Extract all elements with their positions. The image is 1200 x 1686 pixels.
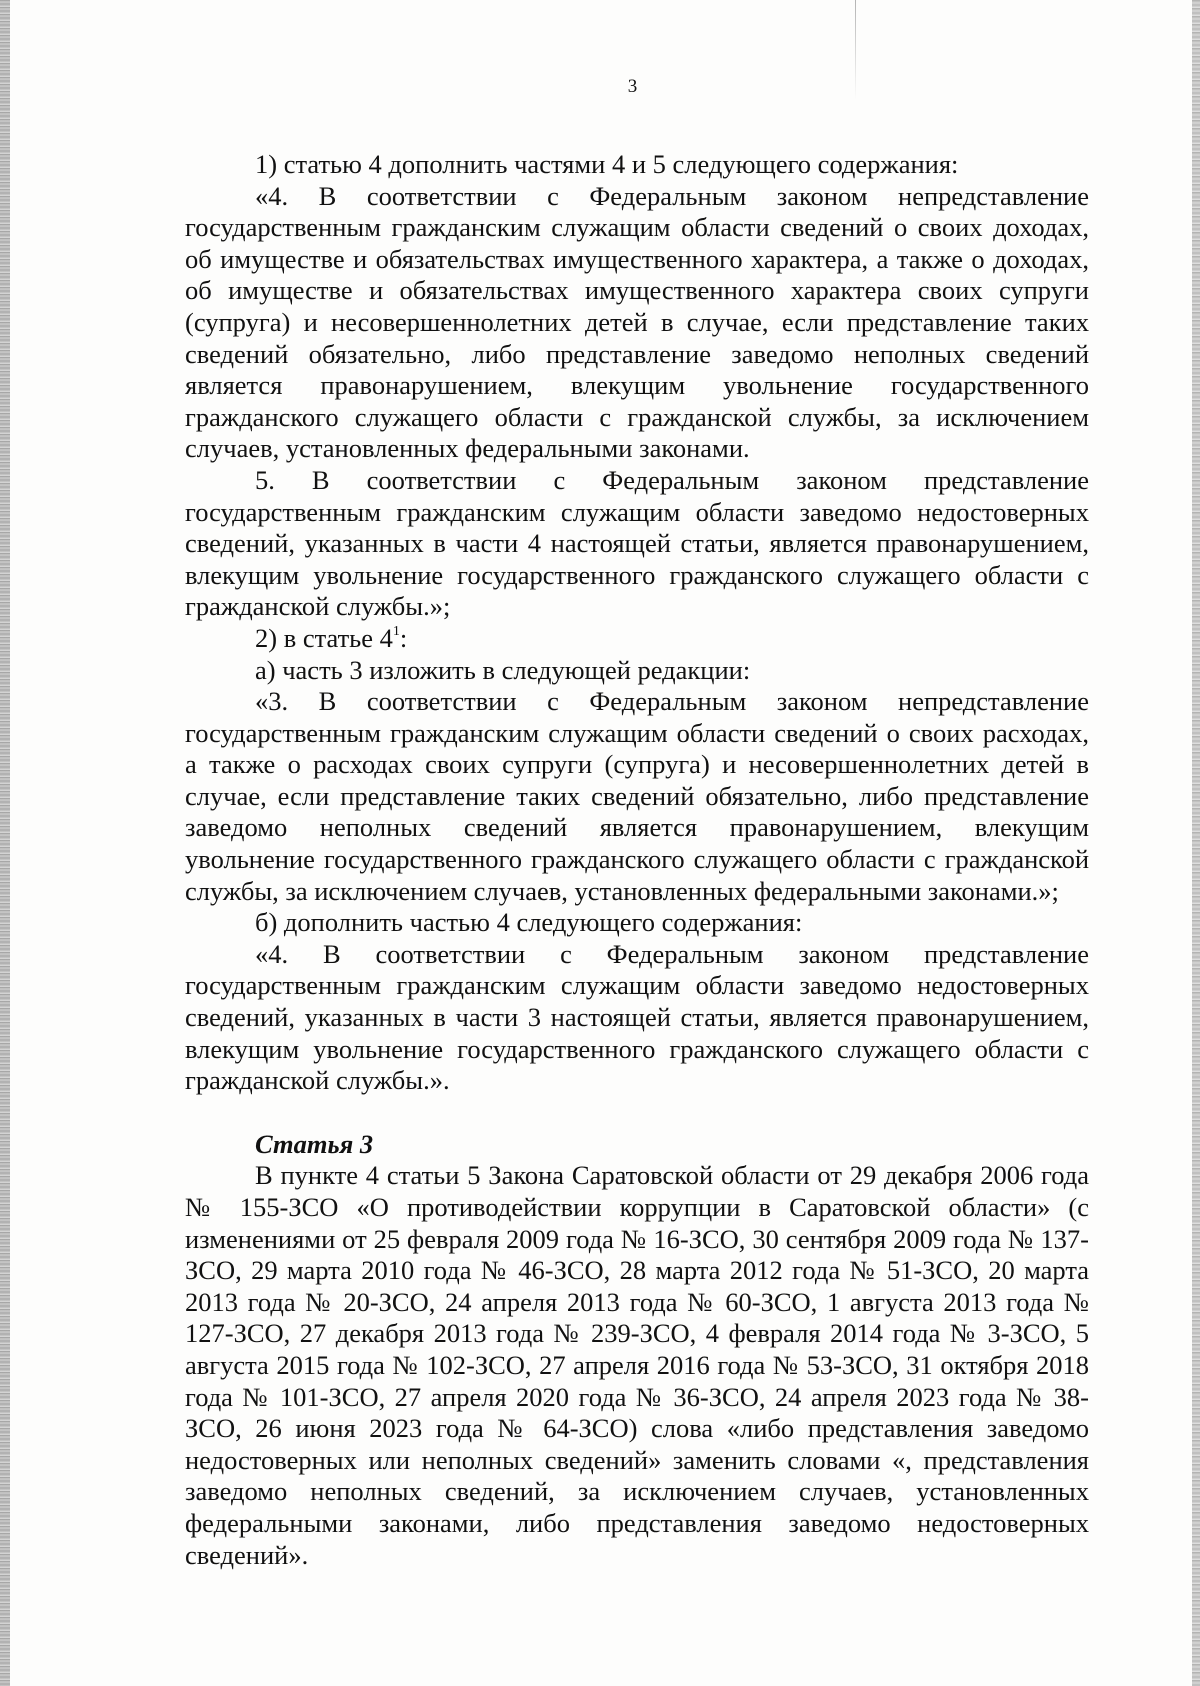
document-body: [185, 149, 1089, 1571]
paragraph-part-3-text: «3. В соответствии с Федеральным законом непредставление государственным гражданским служащим области сведений о своих расходах, а также о расходах своих супруги (супруга) и несовершеннолетних детей в случае, если представление таких сведений обязательно, либо представление заведомо неполных сведений является правонарушением, влекущим увольнение государственного гражданского служащего области с гражданской службы, за исключением случаев, установленных федеральными законами.»;: [185, 686, 1089, 906]
item-2-text: 2) в статье 4: [255, 622, 393, 653]
scan-edge-left: [0, 0, 10, 1686]
paragraph-article-3-text: В пункте 4 статьи 5 Закона Саратовской области от 29 декабря 2006 года № 155-ЗСО «О противодействии коррупции в Саратовской области» (с изменениями от 25 февраля 2009 года № 16-ЗСО, 30 сентября 2009 года № 137-ЗСО, 29 марта 2010 года № 46-ЗСО, 28 марта 2012 года № 51-ЗСО, 20 марта 2013 года № 20-ЗСО, 24 апреля 2013 года № 60-ЗСО, 1 августа 2013 года № 127-ЗСО, 27 декабря 2013 года № 239-ЗСО, 4 февраля 2014 года № 3-ЗСО, 5 августа 2015 года № 102-ЗСО, 27 апреля 2016 года № 53-ЗСО, 31 октября 2018 года № 101-ЗСО, 27 апреля 2020 года № 36-ЗСО, 24 апреля 2023 года № 38-ЗСО, 26 июня 2023 года № 64-ЗСО) слова «либо представления заведомо недостоверных или неполных сведений» заменить словами «, представления заведомо неполных сведений, за исключением случаев, установленных федеральными законами, либо представления заведомо недостоверных сведений».: [185, 1160, 1089, 1570]
paragraph-item-2: [185, 623, 1089, 655]
paragraph-subitem-a: а) часть 3 изложить в следующей редакции:: [255, 654, 751, 685]
item-2-superscript: 1: [392, 624, 400, 640]
scan-edge-right: [1192, 0, 1200, 1686]
article-3-title: Статья 3: [255, 1128, 374, 1159]
paragraph-item-1: 1) статью 4 дополнить частями 4 и 5 следующего содержания:: [255, 149, 959, 179]
page-number: 3: [627, 76, 638, 97]
item-2-colon: :: [399, 622, 408, 653]
paragraph-part-4-text: «4. В соответствии с Федеральным законом непредставление государственным гражданским служащим области сведений о своих доходах, об имуществе и обязательствах имущественного характера, а также о доходах, об имуществе и обязательствах имущественного характера своих супруги (супруга) и несовершеннолетних детей в случае, если представление таких сведений обязательно, либо представление заведомо неполных сведений является правонарушением, влекущим увольнение государственного гражданского служащего области с гражданской службы, за исключением случаев, установленных федеральными законами.: [185, 180, 1089, 464]
paragraph-new-part-4-text: «4. В соответствии с Федеральным законом представление государственным гражданским служащим области заведомо недостоверных сведений, указанных в части 3 настоящей статьи, является правонарушением, влекущим увольнение государственного гражданского служащего области с гражданской службы.».: [185, 938, 1089, 1096]
paragraph-part-5-text: 5. В соответствии с Федеральным законом представление государственным гражданским служащим области заведомо недостоверных сведений, указанных в части 4 настоящей статьи, является правонарушением, влекущим увольнение государственного гражданского служащего области с гражданской службы.»;: [185, 464, 1089, 622]
paragraph-subitem-b: б) дополнить частью 4 следующего содержания:: [255, 907, 803, 938]
